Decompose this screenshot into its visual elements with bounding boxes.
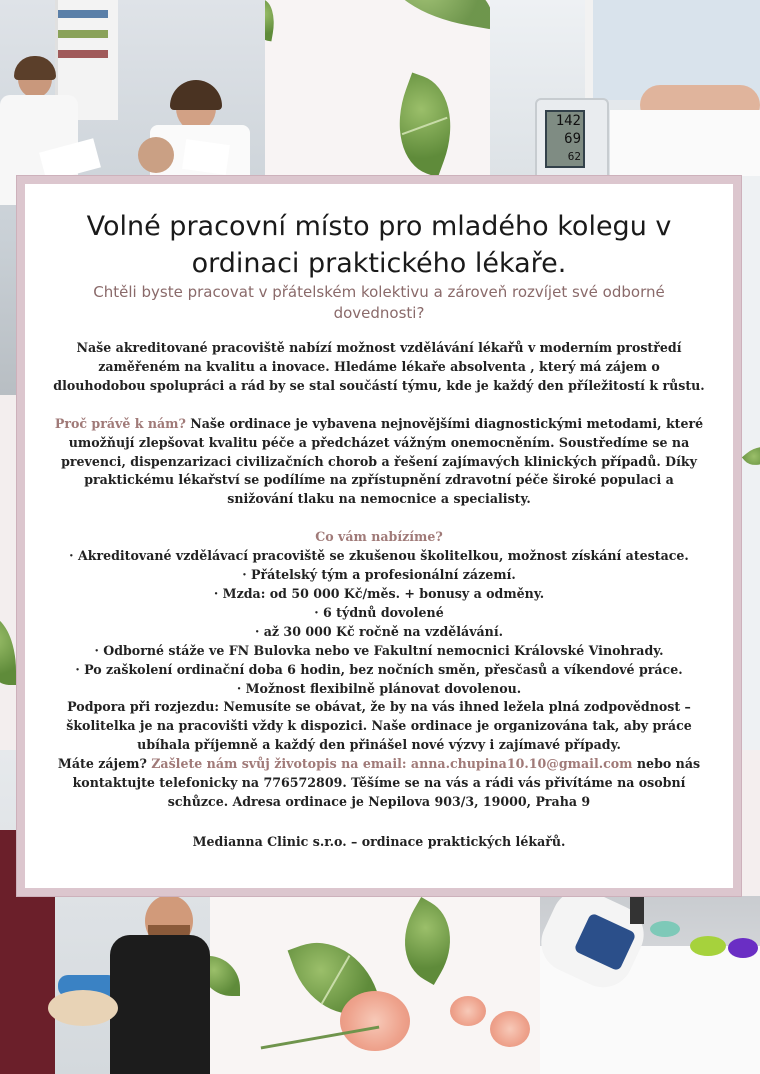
page-title: Volné pracovní místo pro mladého kolegu v ordinaci praktického lékaře. [86,211,672,279]
bp-monitor [535,98,609,176]
intro-paragraph: Naše akreditované pracoviště nabízí možnost vzdělávání lékařů v moderním prostředí zaměřeném na kvalitu a inovace. Hledáme lékaře absolventa , který má zájem o dlouhodobou spolupráci a rád by se stal součástí týmu, kde je každý den příležitostí k růstu. [53,340,705,393]
why-us-label: Proč právě k nám? [54,415,186,431]
bp-pulse: 62 [567,150,581,163]
company-footer: Medianna Clinic s.r.o. – ordinace praktických lékařů. [192,834,566,849]
posting-body [53,339,705,812]
contact-details: nebo nás kontaktujte telefonicky na 776572809. Těšíme se na vás a rádi vás přivítáme na osobní schůzce. Adresa ordinace je Nepilova 903/3, 19000, Praha 9 [72,756,701,809]
offer-item: · 6 týdnů dovolené [314,604,444,620]
offer-item: · Mzda: od 50 000 Kč/měs. + bonusy a odměny. [213,585,545,601]
bp-systolic: 142 [555,113,581,129]
decor-left-strip [0,395,17,750]
contact-paragraph [53,755,705,812]
offer-item: · Po zaškolení ordinační doba 6 hodin, bez nočních směn, přesčasů a víkendové práce. [75,661,683,677]
offer-item: · Možnost flexibilně plánovat dovolenou. [236,680,522,696]
offer-item: · Odborné stáže ve FN Bulovka nebo ve Fakultní nemocnici Královské Vinohrady. [94,642,664,658]
subtitle: Chtěli byste pracovat v přátelském kolektivu a zároveň rozvíjet své odborné dovednosti? [93,283,665,322]
why-us-text: Naše ordinace je vybavena nejnovějšími diagnostickými metodami, které umožňují zlepšovat kvalitu péče a předcházet vážným onemocněním. Soustředíme se na prevenci, dispenzarizaci civilizačních chorob a řešení zajímavých klinických případů. Díky praktickému lékařství se podílíme na zpřístupnění zdravotní péče široké populaci a snižování tlaku na nemocnice a specialisty. [61,415,704,507]
decor-right-strip [741,176,760,750]
offer-heading: Co vám nabízíme? [315,529,443,545]
why-us-paragraph [53,415,705,510]
offer-item: · Přátelský tým a profesionální zázemí. [242,567,516,583]
offer-item: · Akreditované vzdělávací pracoviště se zkušenou školitelkou, možnost získání atestace. [69,548,689,564]
offer-item: · až 30 000 Kč ročně na vzdělávání. [254,623,504,639]
decor-leaves-top [265,0,490,176]
contact-email-cta[interactable]: Zašlete nám svůj životopis na email: anna.chupina10.10@gmail.com [146,756,633,772]
bp-diastolic: 69 [564,131,581,147]
photo-blood-pressure [490,0,760,176]
photo-device [540,896,760,1074]
contact-lead: Máte zájem? [57,756,147,772]
decor-flowers-bottom [210,896,540,1074]
support-paragraph: Podpora při rozjezdu: Nemusíte se obávat, že by na vás ihned ležela plná zodpovědnost – školitelka je na pracovišti vždy k dispozici. Naše ordinace je organizována tak, aby práce ubíhala příjemně a každý den přinášel nové výzvy i zajímavé případy. [66,699,692,753]
job-posting-card [17,176,741,896]
